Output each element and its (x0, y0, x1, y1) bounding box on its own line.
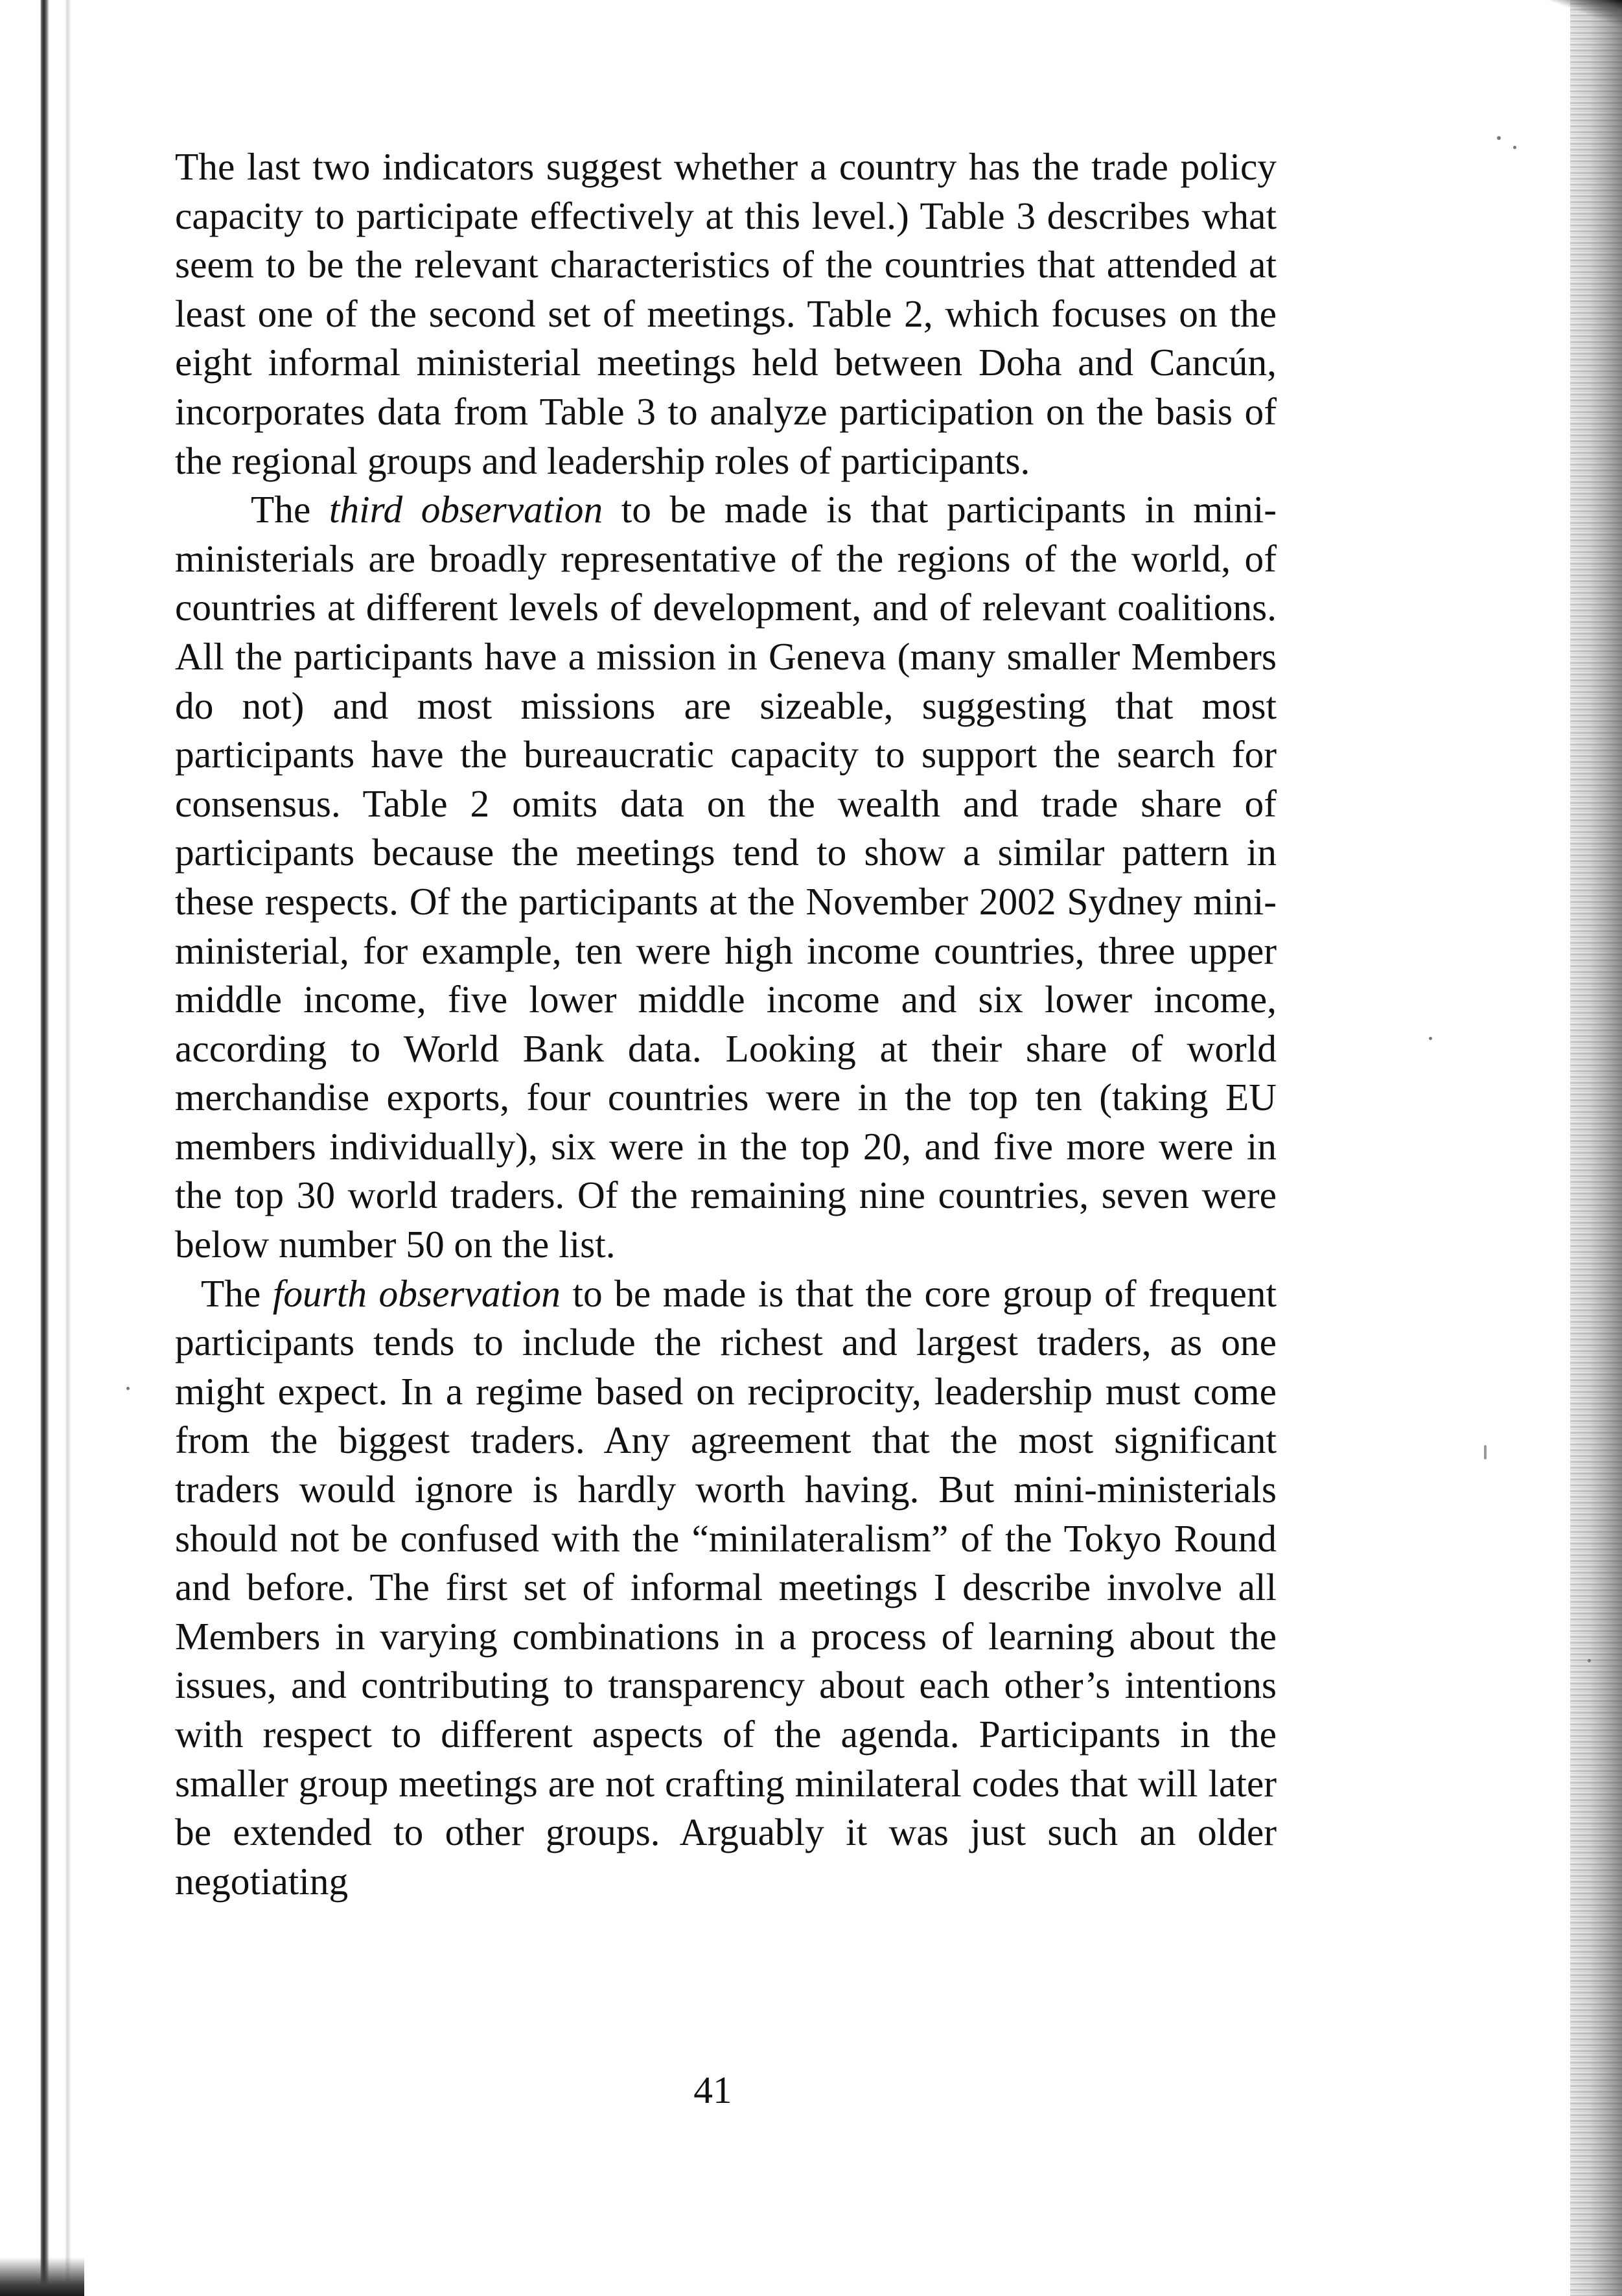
book-binding-edge (0, 0, 71, 2296)
text-run: The last two indicators suggest whether a country has the trade policy capacity to participate effectively at this level.) Table 3 describes what seem to be the relevant characteristics of the countries that attended at least one of the second set of meetings. Table 2, which focuses on the eight informal ministerial meetings held between Doha and Cancún, incorporates data from Table 3 to analyze participation on the basis of the regional groups and leadership roles of participants. (175, 145, 1277, 482)
italic-term: third observation (329, 488, 603, 531)
scan-speck (1588, 1659, 1591, 1662)
text-run: to be made is that the core group of frequent participants tends to include the richest and largest traders, as one might expect. In a regime based on reciprocity, leadership must come from the biggest traders. Any agreement that the most significant traders would ignore is hardly worth having. But mini-ministerials should not be confused with the “minilateralism” of the Tokyo Round and before. The first set of informal meetings I describe involve all Members in varying combinations in a process of learning about the issues, and contributing to transparency about each other’s intentions with respect to different aspects of the agenda. Participants in the smaller group meetings are not crafting minilateral codes that will later be extended to other groups. Arguably it was just such an older negotiating (175, 1271, 1277, 1903)
italic-term: fourth observation (272, 1271, 561, 1315)
page-number: 41 (693, 2069, 732, 2111)
text-run: The (251, 488, 329, 531)
scan-speck (1497, 136, 1501, 140)
paragraph (175, 485, 1277, 1270)
scan-speck (126, 1387, 130, 1390)
text-run: The (201, 1271, 273, 1315)
binding-shadow (0, 2257, 84, 2296)
scan-speck (1513, 146, 1516, 149)
text-run: to be made is that participants in mini-ministerials are broadly representative of the regions of the world, of countries at different levels of development, and of relevant coalitions. All the participants have a mission in Geneva (many smaller Members do not) and most missions are sizeable, suggesting that most participants have the bureaucratic capacity to support the search for consensus. Table 2 omits data on the wealth and trade share of participants because the meetings tend to show a similar pattern in these respects. Of the participants at the November 2002 Sydney mini-ministerial, for example, ten were high income countries, three upper middle income, five lower middle income and six lower income, according to World Bank data. Looking at their share of world merchandise exports, four countries were in the top ten (taking EU members individually), six were in the top 20, and five more were in the top 30 world traders. Of the remaining nine countries, seven were below number 50 on the list. (175, 488, 1277, 1266)
scan-speck (1429, 1037, 1432, 1040)
corner-shadow (1531, 0, 1622, 26)
paragraph (175, 143, 1277, 485)
body-text (175, 143, 1277, 1906)
paragraph (175, 1270, 1277, 1907)
page-edge-shadow (1570, 0, 1622, 2296)
scan-speck (1484, 1445, 1487, 1459)
